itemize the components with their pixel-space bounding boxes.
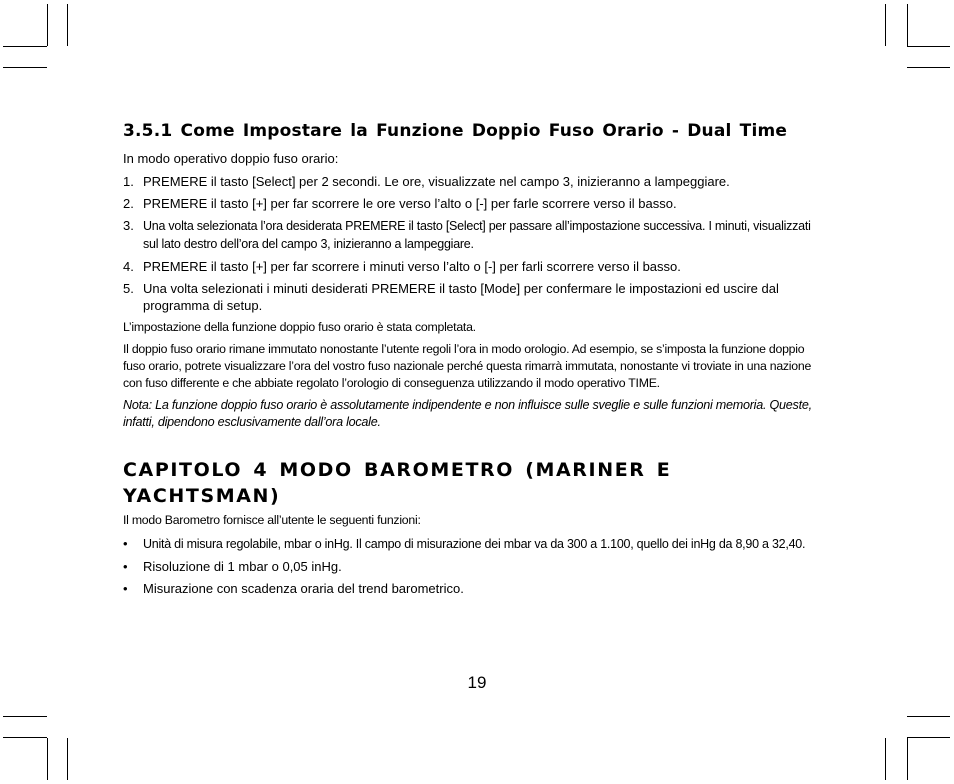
- crop-mark: [67, 4, 68, 46]
- chapter-intro: Il modo Barometro fornisce all’utente le seguenti funzioni:: [123, 513, 421, 527]
- list-text: Una volta selezionata l’ora desiderata PREMERE il tasto [Select] per passare all’impostazione successiva. I minuti, visualizzati sul lato destro dell’ora del campo 3, inizieranno a lampeggiare.: [143, 219, 811, 251]
- chapter-heading: CAPITOLO 4 MODO BAROMETRO (MARINER E YACHTSMAN): [123, 459, 672, 507]
- list-marker: 3.: [123, 218, 134, 233]
- list-item: [123, 558, 820, 575]
- page-content: [123, 120, 820, 597]
- crop-mark: [907, 738, 908, 780]
- page-number: 19: [467, 673, 487, 692]
- list-text: Risoluzione di 1 mbar o 0,05 inHg.: [143, 559, 342, 574]
- bullet-marker: •: [123, 536, 128, 551]
- list-item: [123, 217, 820, 253]
- list-item: [123, 173, 820, 190]
- list-item: [123, 280, 820, 314]
- list-text: Unità di misura regolabile, mbar o inHg. Il campo di misurazione dei mbar va da 300 a 1.100, quello dei inHg da 8,90 a 32,40.: [143, 537, 806, 551]
- crop-mark: [3, 67, 47, 68]
- crop-mark: [907, 716, 950, 717]
- list-text: PREMERE il tasto [Select] per 2 secondi. Le ore, visualizzate nel campo 3, inizieranno a lampeggiare.: [143, 174, 730, 189]
- crop-mark: [885, 4, 886, 46]
- crop-mark: [47, 738, 48, 780]
- list-item: [123, 258, 820, 275]
- crop-mark: [3, 46, 47, 47]
- crop-mark: [907, 737, 950, 738]
- list-text: PREMERE il tasto [+] per far scorrere i minuti verso l’alto o [-] per farli scorrere verso il basso.: [143, 259, 681, 274]
- crop-mark: [885, 738, 886, 780]
- crop-mark: [907, 46, 950, 47]
- bullet-marker: •: [123, 581, 128, 596]
- list-text: Una volta selezionati i minuti desiderati PREMERE il tasto [Mode] per confermare le impostazioni ed uscire dal programma di setup.: [143, 281, 779, 313]
- crop-mark: [907, 4, 908, 46]
- list-marker: 1.: [123, 174, 134, 189]
- crop-mark: [47, 4, 48, 46]
- list-marker: 4.: [123, 259, 134, 274]
- features-list: [123, 535, 820, 597]
- crop-mark: [3, 716, 47, 717]
- dual-time-paragraph: Il doppio fuso orario rimane immutato nonostante l’utente regoli l’ora in modo orologio. Ad esempio, se s’imposta la funzione doppio fuso orario, potrete visualizzare l’ora del vostro fuso nazionale perché questa rimarrà immutata, nonostante vi troviate in una nazione con fuso differente e che abbiate regolato l’orologio di conseguenza utilizzando il modo operativo TIME.: [123, 342, 812, 390]
- section-heading: 3.5.1 Come Impostare la Funzione Doppio Fuso Orario - Dual Time: [123, 121, 788, 141]
- list-item: [123, 195, 820, 212]
- list-marker: 2.: [123, 196, 134, 211]
- section-intro: In modo operativo doppio fuso orario:: [123, 151, 339, 166]
- steps-list: [123, 173, 820, 314]
- list-marker: 5.: [123, 281, 134, 296]
- crop-mark: [3, 737, 47, 738]
- completion-text: L’impostazione della funzione doppio fuso orario è stata completata.: [123, 320, 476, 334]
- list-text: Misurazione con scadenza oraria del trend barometrico.: [143, 581, 464, 596]
- list-item: [123, 580, 820, 597]
- crop-mark: [67, 738, 68, 780]
- list-text: PREMERE il tasto [+] per far scorrere le ore verso l’alto o [-] per farle scorrere verso il basso.: [143, 196, 677, 211]
- bullet-marker: •: [123, 559, 128, 574]
- crop-mark: [907, 67, 950, 68]
- list-item: [123, 535, 820, 553]
- note-text: Nota: La funzione doppio fuso orario è assolutamente indipendente e non influisce sulle sveglie e sulle funzioni memoria. Queste, infatti, dipendono esclusivamente dall’ora locale.: [123, 398, 812, 429]
